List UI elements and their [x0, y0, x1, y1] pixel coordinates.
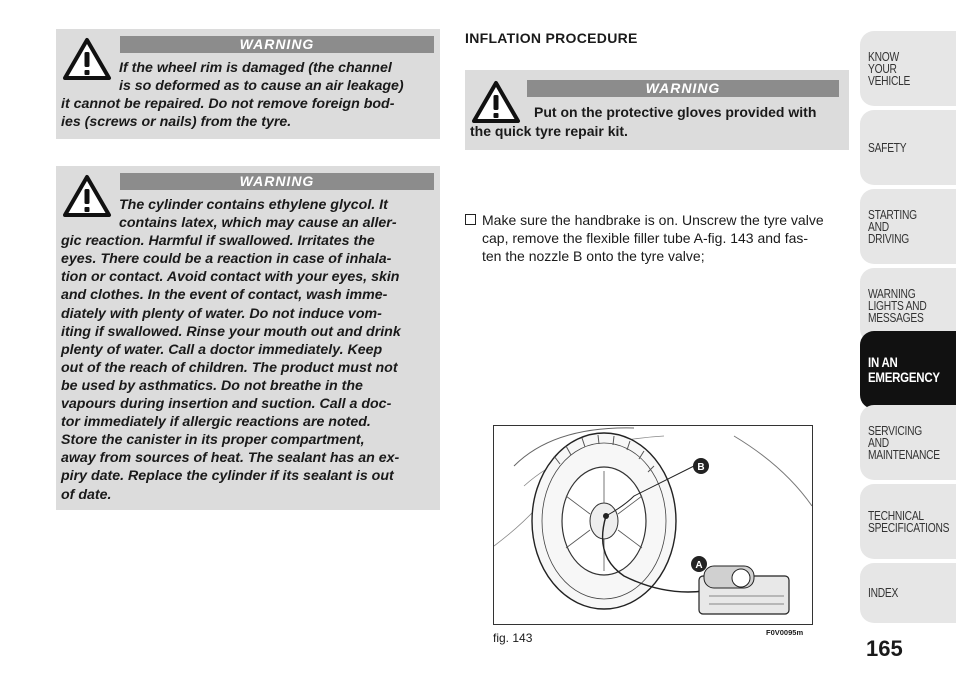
figure-caption: fig. 143 — [493, 631, 533, 645]
step-list-item — [465, 211, 850, 265]
warning-header: WARNING — [120, 173, 434, 190]
step-line: cap, remove the flexible filler tube A-fig. 143 and fas- — [482, 230, 809, 246]
checkbox-bullet-icon — [465, 214, 476, 225]
tab-starting-and-driving[interactable]: STARTING AND DRIVING — [860, 189, 956, 264]
warning-text: If the wheel rim is damaged (the channel is so deformed as to cause an air leakage) it cannot be repaired. Do not remove foreign bod- ies (screws or nails) from the tyre. — [61, 60, 404, 131]
tab-in-an-emergency[interactable]: IN AN EMERGENCY — [860, 331, 956, 409]
warning-text: The cylinder contains ethylene glycol. It contains latex, which may cause an aller- gic reaction. Harmful if swallowed. Irritates the eyes. There could be a reaction in case of inhala- tion or contact. Avoid contact with your eyes, skin and clothes. In the event of contact, wash imme- diately with plenty of water. Do not induce vom- iting if swallowed. Rinse your mouth out and drink plenty of water. Call a doctor immediately. Keep out of the reach of children. The product must not be used by asthmatics. Do not breathe in the vapours during insertion and suction. Call a doc- tor immediately if allergic reactions are noted. Store the canister in its proper compartment, away from sources of heat. The sealant has an ex- piry date. Replace the cylinder if its sealant is out of date. — [61, 197, 401, 503]
tab-safety[interactable]: SAFETY — [860, 110, 956, 185]
warning-box-cylinder — [56, 166, 440, 510]
tab-know-your-vehicle[interactable]: KNOW YOUR VEHICLE — [860, 31, 956, 106]
step-line: Make sure the handbrake is on. Unscrew the tyre valve — [482, 212, 824, 228]
tab-technical-specifications[interactable]: TECHNICAL SPECIFICATIONS — [860, 484, 956, 559]
compressor-icon — [699, 566, 789, 614]
warning-box-gloves — [465, 70, 849, 150]
callout-a-label: A — [695, 560, 703, 571]
figure-tyre-repair-kit — [493, 425, 813, 625]
page-number: 165 — [866, 636, 903, 661]
section-heading: INFLATION PROCEDURE — [465, 30, 638, 46]
step-line: ten the nozzle B onto the tyre valve; — [482, 248, 705, 264]
figure-code: F0V0095m — [766, 628, 804, 637]
warning-box-rim — [56, 29, 440, 139]
tab-index[interactable]: INDEX — [860, 563, 956, 623]
callout-b-label: B — [697, 462, 705, 473]
tab-warning-lights[interactable]: WARNING LIGHTS AND MESSAGES — [860, 268, 956, 343]
tyre-kit-illustration — [494, 426, 812, 624]
tab-servicing-and-maintenance[interactable]: SERVICING AND MAINTENANCE — [860, 405, 956, 480]
warning-text: Put on the protective gloves provided with the quick tyre repair kit. — [470, 104, 817, 139]
warning-header: WARNING — [120, 36, 434, 53]
warning-header: WARNING — [527, 80, 839, 97]
